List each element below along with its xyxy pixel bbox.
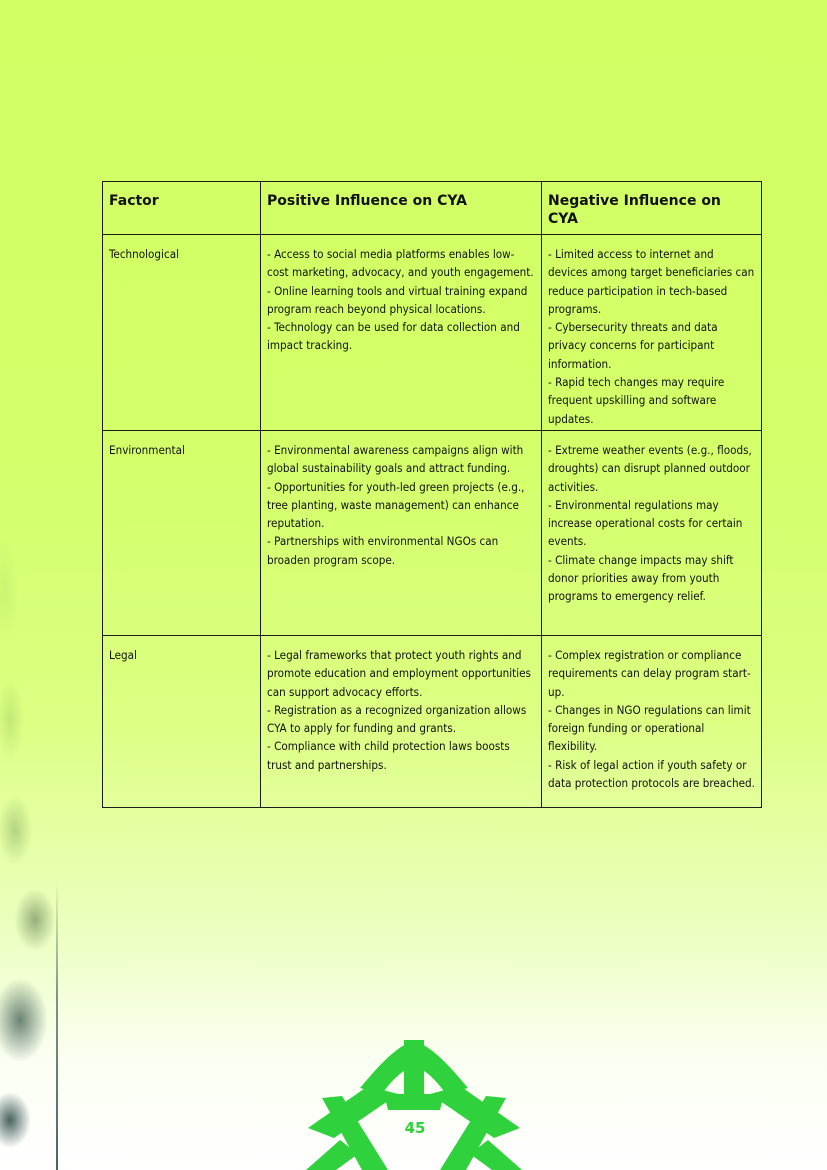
negative-point: - Complex registration or compliance requirements can delay program start-up.: [548, 648, 751, 699]
positive-point: - Partnerships with environmental NGOs can broaden program scope.: [267, 534, 499, 567]
negative-point: - Extreme weather events (e.g., floods, droughts) can disrupt planned outdoor activities.: [548, 443, 752, 494]
negative-influence-cell: [542, 636, 762, 808]
background-photo-strip: [0, 500, 62, 1170]
negative-point: - Changes in NGO regulations can limit foreign funding or operational flexibility.: [548, 702, 751, 754]
positive-point: - Access to social media platforms enables low-cost marketing, advocacy, and youth engagement.: [267, 247, 534, 280]
table-row-environmental: [103, 431, 762, 636]
negative-point: - Limited access to internet and devices among target beneficiaries can reduce participation in tech-based programs.: [548, 247, 755, 316]
header-factor: Factor: [103, 182, 261, 235]
table-row-technological: [103, 235, 762, 431]
negative-point: - Environmental regulations may increase operational costs for certain events.: [548, 497, 743, 549]
positive-point: - Online learning tools and virtual training expand program reach beyond physical locations.: [267, 283, 528, 316]
positive-point: - Technology can be used for data collection and impact tracking.: [267, 320, 520, 353]
factor-cell: Technological: [103, 235, 261, 431]
negative-point: - Cybersecurity threats and data privacy concerns for participant information.: [548, 320, 718, 371]
factor-cell: Legal: [103, 636, 261, 808]
positive-point: - Environmental awareness campaigns align with global sustainability goals and attract funding.: [267, 443, 524, 476]
positive-point: - Opportunities for youth-led green projects (e.g., tree planting, waste management) can enhance reputation.: [267, 479, 525, 531]
logo-center-band: [384, 1094, 444, 1110]
factor-cell: Environmental: [103, 431, 261, 636]
positive-point: - Compliance with child protection laws boosts trust and partnerships.: [267, 739, 510, 772]
positive-point: - Registration as a recognized organization allows CYA to apply for funding and grants.: [267, 702, 527, 736]
header-negative-influence: Negative Influence on CYA: [542, 182, 762, 235]
negative-influence-cell: [542, 431, 762, 636]
negative-influence-cell: [542, 235, 762, 431]
page-number: 45: [404, 1119, 426, 1137]
positive-influence-cell: [261, 431, 542, 636]
positive-influence-cell: [261, 636, 542, 808]
negative-point: - Rapid tech changes may require frequent upskilling and software updates.: [548, 375, 725, 426]
negative-point: - Risk of legal action if youth safety or data protection protocols are breached.: [548, 757, 755, 791]
table-header: [103, 182, 762, 235]
organization-logo-icon: [300, 1036, 528, 1170]
background-photo-edge: [56, 880, 58, 1170]
negative-point: - Climate change impacts may shift donor priorities away from youth programs to emergency relief.: [548, 552, 734, 604]
table-row-legal: [103, 636, 762, 808]
positive-point: - Legal frameworks that protect youth rights and promote education and employment opportunities can support advocacy efforts.: [267, 648, 531, 699]
logo-center-column: [404, 1040, 424, 1102]
pestle-factors-table: [102, 181, 762, 808]
header-row: [103, 182, 762, 235]
positive-influence-cell: [261, 235, 542, 431]
header-positive-influence: Positive Influence on CYA: [261, 182, 542, 235]
table-body: [103, 235, 762, 808]
